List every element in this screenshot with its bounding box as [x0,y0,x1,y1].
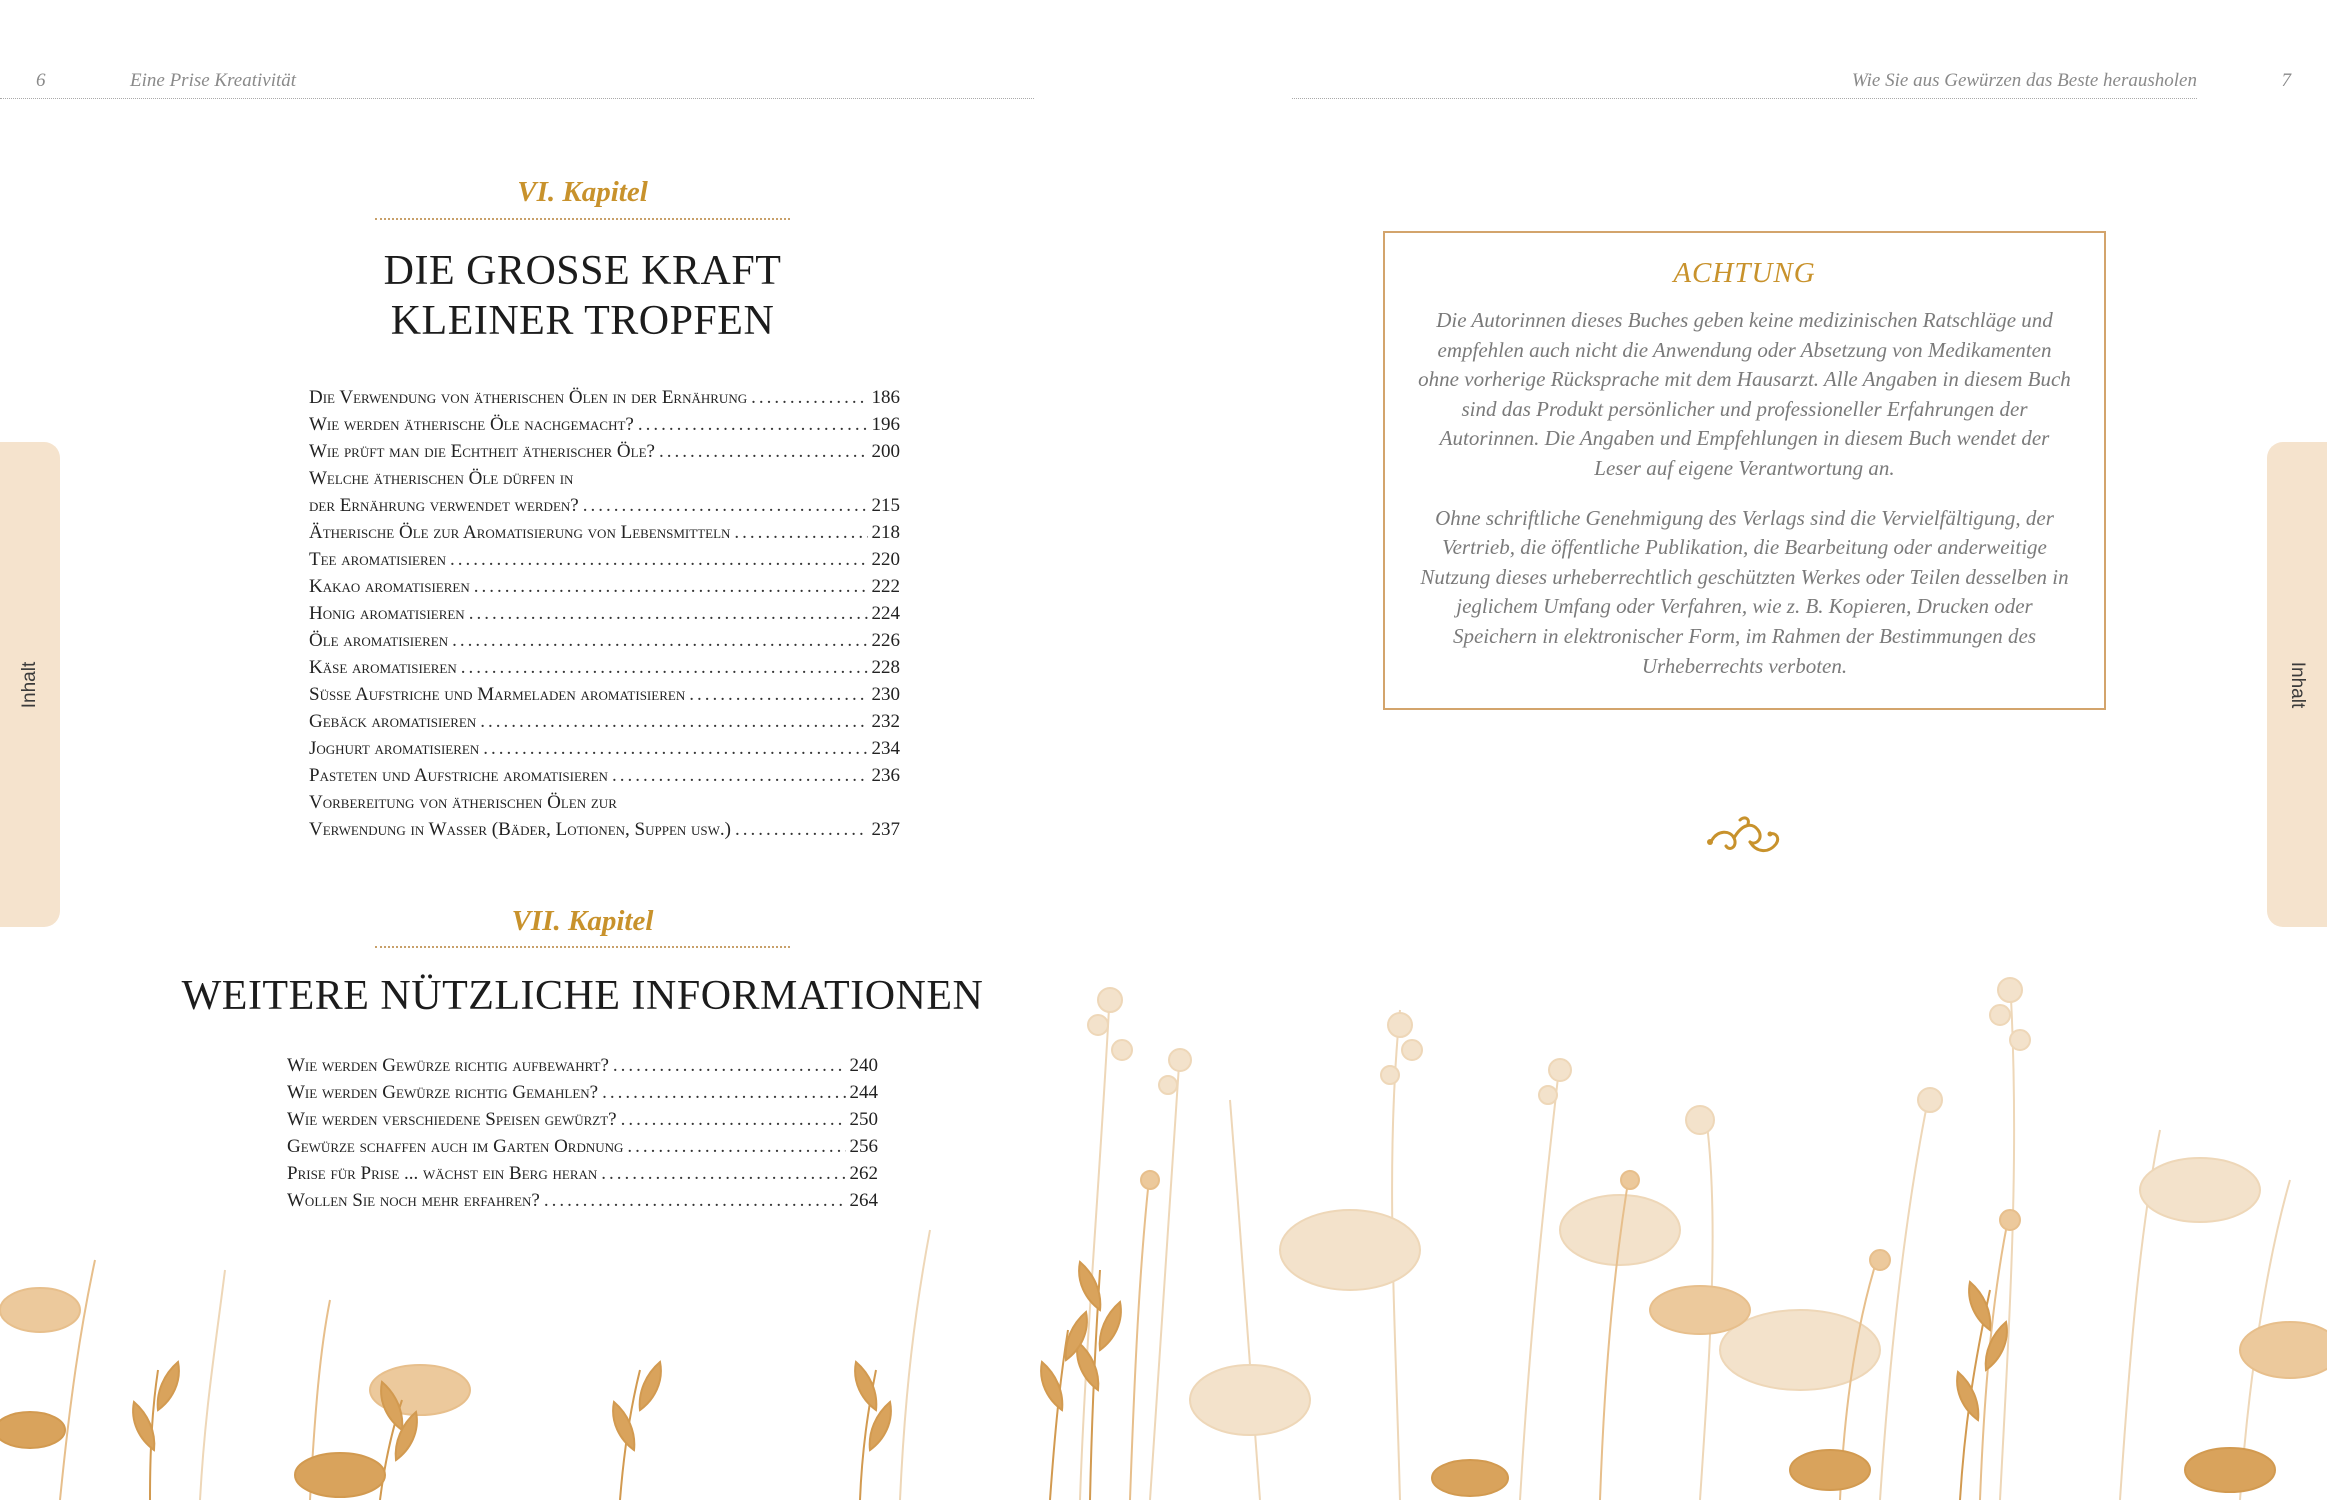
toc-entry[interactable] [287,1133,878,1160]
toc-entry-page: 256 [849,1136,878,1157]
toc-entry-page: 234 [871,738,900,759]
toc-entry-page: 186 [871,387,900,408]
toc-entry-title: Kakao aromatisieren [309,576,470,597]
toc-entry-title: Tee aromatisieren [309,549,446,570]
toc-entry[interactable] [309,627,900,654]
side-tab-left[interactable] [0,442,60,927]
toc-dot-leader [474,573,868,600]
toc-dot-leader [734,519,867,546]
toc-entry-title: Öle aromatisieren [309,630,449,651]
right-running-head: Wie Sie aus Gewürzen das Beste herausholen [1851,70,2197,91]
toc-list-chapter-7 [287,1052,878,1214]
toc-entry[interactable] [287,1160,878,1187]
toc-list-chapter-6 [309,384,900,843]
toc-entry[interactable] [309,654,900,681]
chapter-title [150,971,1015,1021]
toc-dot-leader [450,546,868,573]
left-header-rule [0,98,1034,99]
toc-dot-leader [751,384,867,411]
toc-entry-title: Pasteten und Aufstriche aromatisieren [309,765,608,786]
toc-entry-title: Wollen Sie noch mehr erfahren? [287,1190,540,1211]
toc-entry-page: 215 [871,495,900,516]
left-page-number: 6 [36,70,46,91]
toc-entry-title: Wie werden Gewürze richtig aufbewahrt? [287,1055,609,1076]
toc-entry-title: Gebäck aromatisieren [309,711,477,732]
toc-dot-leader [659,438,868,465]
toc-entry-page: 244 [849,1082,878,1103]
side-tab-label: Inhalt [2287,661,2308,708]
chapter-rule [375,946,790,948]
toc-dot-leader [544,1187,846,1214]
toc-entry-title: Die Verwendung von ätherischen Ölen in der Ernährung [309,387,748,408]
toc-entry[interactable] [287,1187,878,1214]
toc-entry-title: Ätherische Öle zur Aromatisierung von Lebensmitteln [309,522,731,543]
toc-entry[interactable] [287,1052,878,1079]
toc-dot-leader [638,411,868,438]
toc-dot-leader [452,627,867,654]
toc-entry-page: 220 [871,549,900,570]
toc-entry-title: Wie werden ätherische Öle nachgemacht? [309,414,634,435]
notice-paragraph: Ohne schriftliche Genehmigung des Verlags sind die Vervielfältigung, der Vertrieb, die öffentliche Publikation, die Bearbeitung oder anderweitige Nutzung dieses urheberrechtlich geschützten Werkes oder Teilen desselben in jeglichem Umfang oder Verfahren, wie z. B. Kopieren, Drucken oder Speichern in elektronischer Form, im Rahmen der Bestimmungen des Urheberrechts verboten. [1420,505,2069,678]
right-header-rule [1292,98,2197,99]
toc-entry-page: 222 [871,576,900,597]
toc-entry-page: 226 [871,630,900,651]
toc-entry[interactable] [287,1106,878,1133]
toc-entry-page: 218 [871,522,900,543]
toc-dot-leader [612,762,868,789]
toc-dot-leader [689,681,867,708]
toc-dot-leader [735,816,867,843]
toc-entry[interactable] [309,384,900,411]
toc-entry-title: Verwendung in Wasser (Bäder, Lotionen, Suppen usw.) [309,819,732,840]
side-tab-right[interactable] [2267,442,2327,927]
toc-entry[interactable] [309,789,900,816]
notice-paragraph: Die Autorinnen dieses Buches geben keine medizinischen Ratschläge und empfehlen auch nicht die Anwendung oder Absetzung von Medikamenten ohne vorherige Rücksprache mit dem Hausarzt. Alle Angaben in diesem Buch sind das Produkt persönlicher und professioneller Erfahrungen der Autorinnen. Die Angaben und Empfehlungen in diesem Buch wendet der Leser auf eigene Verantwortung an. [1418,308,2071,480]
chapter-title [230,246,935,346]
toc-entry-page: 230 [871,684,900,705]
toc-entry-page: 250 [849,1109,878,1130]
toc-dot-leader [583,492,868,519]
toc-dot-leader [621,1106,846,1133]
scroll-flourish-icon [1704,812,1784,862]
toc-entry[interactable] [309,762,900,789]
toc-entry-page: 228 [871,657,900,678]
toc-entry-page: 200 [871,441,900,462]
chapter-label: VII. Kapitel [511,905,654,937]
toc-entry[interactable] [287,1079,878,1106]
toc-entry-title: Vorbereitung von ätherischen Ölen zur [309,792,617,813]
toc-dot-leader [613,1052,846,1079]
toc-entry-title: Welche ätherischen Öle dürfen in [309,468,574,489]
right-page-number: 7 [2281,70,2291,91]
notice-box [1383,231,2106,710]
toc-entry-title: Süsse Aufstriche und Marmeladen aromatisieren [309,684,686,705]
toc-entry[interactable] [309,411,900,438]
left-running-head: Eine Prise Kreativität [130,70,297,91]
toc-entry[interactable] [309,735,900,762]
notice-title: ACHTUNG [1673,257,1816,289]
toc-entry[interactable] [309,600,900,627]
toc-entry-title: Wie werden verschiedene Speisen gewürzt? [287,1109,617,1130]
toc-entry[interactable] [309,519,900,546]
toc-dot-leader [627,1133,845,1160]
toc-dot-leader [469,600,868,627]
toc-dot-leader [601,1160,845,1187]
toc-entry-page: 240 [849,1055,878,1076]
chapter-rule [375,218,790,220]
toc-entry-page: 224 [871,603,900,624]
toc-entry[interactable] [309,465,900,492]
toc-entry-page: 196 [871,414,900,435]
toc-entry-page: 237 [871,819,900,840]
toc-entry[interactable] [309,816,900,843]
toc-dot-leader [602,1079,845,1106]
toc-entry-title: Prise für Prise ... wächst ein Berg heran [287,1163,598,1184]
toc-entry-title: Käse aromatisieren [309,657,457,678]
toc-entry-title: Wie prüft man die Echtheit ätherischer Öle? [309,441,655,462]
toc-entry-title: Honig aromatisieren [309,603,465,624]
toc-entry[interactable] [309,708,900,735]
toc-entry-page: 264 [849,1190,878,1211]
toc-dot-leader [461,654,868,681]
toc-entry-title: Joghurt aromatisieren [309,738,480,759]
toc-entry-title: Gewürze schaffen auch im Garten Ordnung [287,1136,624,1157]
chapter-title-line: WEITERE NÜTZLICHE INFORMATIONEN [181,973,984,1019]
toc-dot-leader [483,735,867,762]
toc-entry[interactable] [309,573,900,600]
toc-entry-title: der Ernährung verwendet werden? [309,495,579,516]
toc-entry[interactable] [309,546,900,573]
side-tab-label: Inhalt [19,661,40,708]
toc-entry[interactable] [309,681,900,708]
toc-entry-page: 262 [849,1163,878,1184]
toc-entry[interactable] [309,492,900,519]
toc-dot-leader [480,708,867,735]
toc-entry-title: Wie werden Gewürze richtig Gemahlen? [287,1082,599,1103]
toc-entry-page: 232 [871,711,900,732]
toc-entry[interactable] [309,438,900,465]
chapter-title-line: KLEINER TROPFEN [390,298,775,344]
toc-entry-page: 236 [871,765,900,786]
chapter-label: VI. Kapitel [517,176,648,208]
chapter-title-line: DIE GROSSE KRAFT [383,248,782,294]
